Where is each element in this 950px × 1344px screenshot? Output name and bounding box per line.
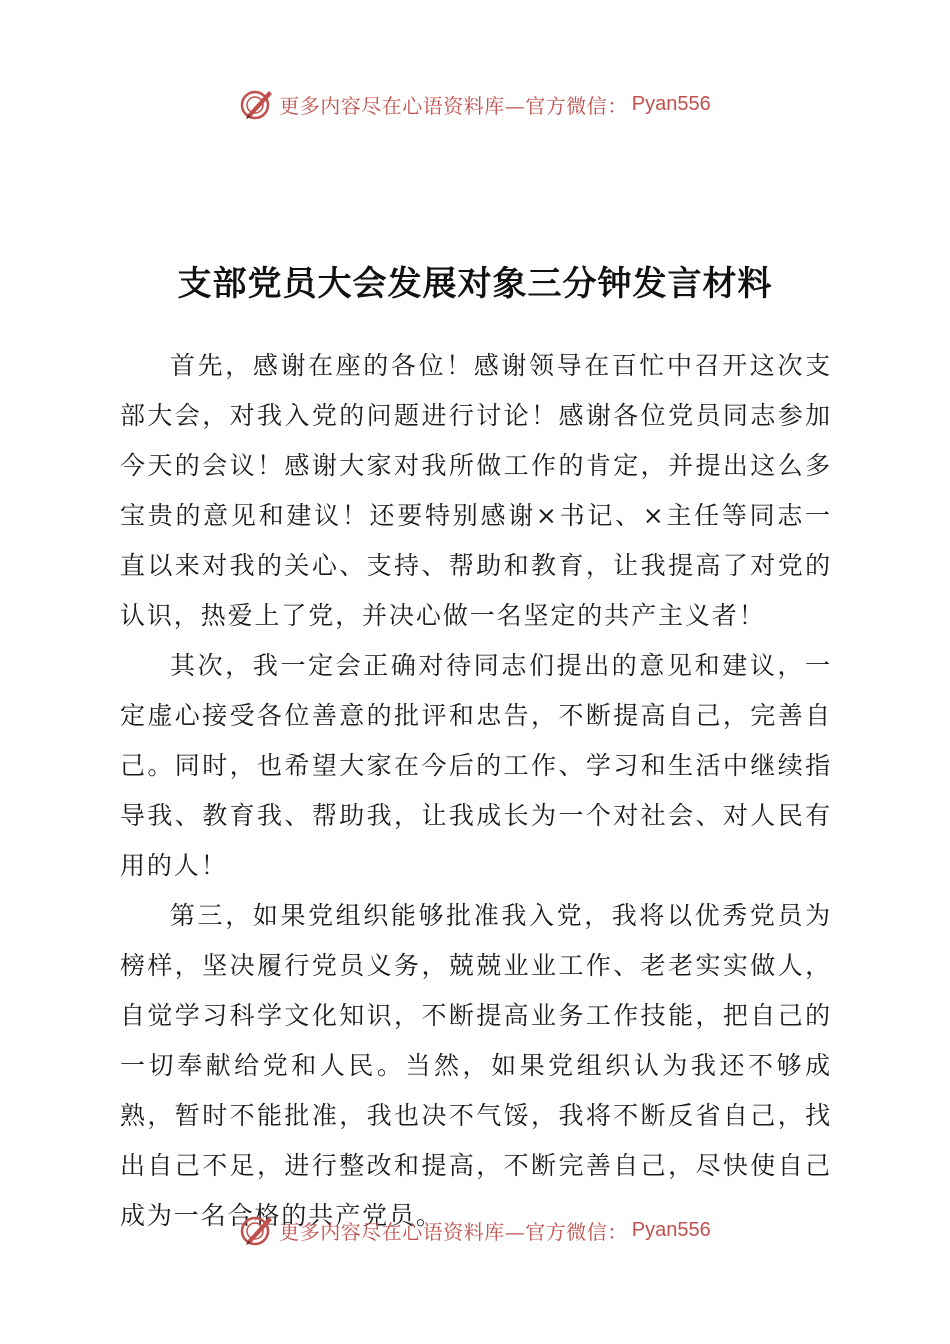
pen-logo-icon	[239, 86, 275, 122]
pen-logo-icon	[239, 1212, 275, 1248]
document-title: 支部党员大会发展对象三分钟发言材料	[177, 264, 773, 304]
watermark-text: 更多内容尽在心语资料库—官方微信：	[279, 1219, 628, 1244]
header-watermark	[0, 84, 950, 124]
document-body	[120, 341, 832, 1241]
paragraph-3: 第三，如果党组织能够批准我入党，我将以优秀党员为榜样，坚决履行党员义务，兢兢业业工作、老老实实做人，自觉学习科学文化知识，不断提高业务工作技能，把自己的一切奉献给党和人民。当然，如果党组织认为我还不够成熟，暂时不能批准，我也决不气馁，我将不断反省自己，找出自己不足，进行整改和提高，不断完善自己，尽快使自己成为一名合格的共产党员。	[120, 901, 832, 1230]
paragraph-1: 首先，感谢在座的各位！感谢领导在百忙中召开这次支部大会，对我入党的问题进行讨论！感谢各位党员同志参加今天的会议！感谢大家对我所做工作的肯定，并提出这么多宝贵的意见和建议！还要特别感谢×书记、×主任等同志一直以来对我的关心、支持、帮助和教育，让我提高了对党的认识，热爱上了党，并决心做一名坚定的共产主义者！	[120, 351, 832, 630]
watermark-wechat-id: Pyan556	[631, 92, 711, 115]
watermark-wechat-id: Pyan556	[631, 1218, 711, 1241]
watermark-text: 更多内容尽在心语资料库—官方微信：	[279, 93, 628, 118]
paragraph-2: 其次，我一定会正确对待同志们提出的意见和建议，一定虚心接受各位善意的批评和忠告，不断提高自己，完善自己。同时，也希望大家在今后的工作、学习和生活中继续指导我、教育我、帮助我，让我成长为一个对社会、对人民有用的人！	[120, 651, 832, 880]
footer-watermark	[0, 1210, 950, 1250]
